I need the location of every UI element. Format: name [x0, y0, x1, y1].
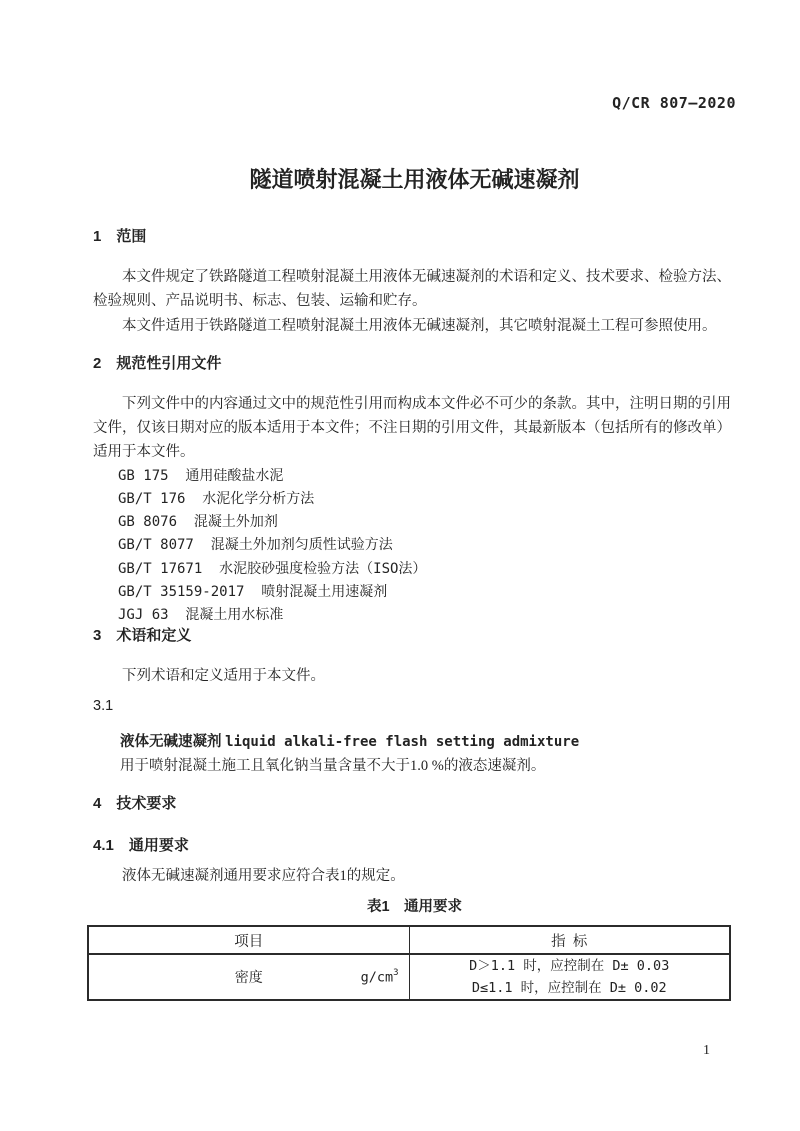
column-header-spec: 指 标 — [409, 926, 730, 954]
section-3-heading: 3 术语和定义 — [93, 627, 192, 645]
section-4-1-body — [93, 864, 736, 888]
term-definition: 用于喷射混凝土施工且氧化钠当量含量不大于1.0 %的液态速凝剂。 — [120, 757, 546, 774]
cell-item-density — [88, 954, 409, 1000]
section-2-body — [93, 392, 736, 465]
normative-references-list — [93, 465, 736, 627]
section-4-1-heading: 4.1 通用要求 — [93, 837, 189, 855]
cell-spec-density — [409, 954, 730, 1000]
section-4-heading: 4 技术要求 — [93, 795, 177, 813]
term-entry — [93, 730, 736, 754]
section-2-heading: 2 规范性引用文件 — [93, 354, 222, 372]
reference-item: GB/T 35159-2017 喷射混凝土用速凝剂 — [118, 583, 388, 600]
doc-title: 隧道喷射混凝土用液体无碱速凝剂 — [249, 167, 580, 192]
column-header-item: 项目 — [88, 926, 409, 954]
section-1-heading: 1 范围 — [93, 228, 147, 245]
section-1-body — [93, 265, 736, 338]
paragraph: 液体无碱速凝剂通用要求应符合表1的规定。 — [122, 868, 405, 885]
spec-line: D≤1.1 时，应控制在 D± 0.02 — [471, 980, 667, 997]
paragraph: 本文件适用于铁路隧道工程喷射混凝土用液体无碱速凝剂，其它喷射混凝土工程可参照使用。 — [122, 317, 717, 334]
table-header-row — [88, 926, 730, 954]
reference-item: JGJ 63 混凝土用水标准 — [118, 607, 284, 623]
doc-number: Q/CR 807—2020 — [612, 94, 736, 112]
item-unit — [361, 969, 399, 986]
clause-number: 3.1 — [93, 697, 114, 714]
reference-item: GB 175 通用硅酸盐水泥 — [118, 467, 284, 484]
reference-item: GB/T 8077 混凝土外加剂匀质性试验方法 — [118, 537, 393, 554]
paragraph: 下列文件中的内容通过文中的规范性引用而构成本文件必不可少的条款。其中，注明日期的引用文件，仅该日期对应的版本适用于本文件；不注日期的引用文件，其最新版本（包括所有的修改单）适用于本文件。 — [93, 395, 731, 461]
paragraph: 下列术语和定义适用于本文件。 — [122, 668, 325, 685]
reference-item: GB/T 176 水泥化学分析方法 — [118, 490, 315, 507]
table-1-general-requirements — [87, 925, 731, 1001]
unit-superscript: 3 — [393, 968, 399, 979]
paragraph: 本文件规定了铁路隧道工程喷射混凝土用液体无碱速凝剂的术语和定义、技术要求、检验方法、检验规则、产品说明书、标志、包装、运输和贮存。 — [93, 269, 731, 310]
term-chinese: 液体无碱速凝剂 — [120, 733, 222, 750]
term-english: liquid alkali-free flash setting admixture — [225, 733, 580, 750]
unit-text: g/cm — [360, 969, 394, 986]
table-1-caption: 表1 通用要求 — [366, 899, 463, 916]
spec-line: D＞1.1 时，应控制在 D± 0.03 — [469, 958, 670, 975]
table-row — [88, 954, 730, 1000]
reference-item: GB/T 17671 水泥胶砂强度检验方法（ISO法） — [118, 560, 427, 577]
reference-item: GB 8076 混凝土外加剂 — [118, 514, 278, 531]
section-3-intro — [93, 664, 736, 688]
page-number: 1 — [703, 1043, 710, 1059]
item-label: 密度 — [234, 971, 263, 987]
